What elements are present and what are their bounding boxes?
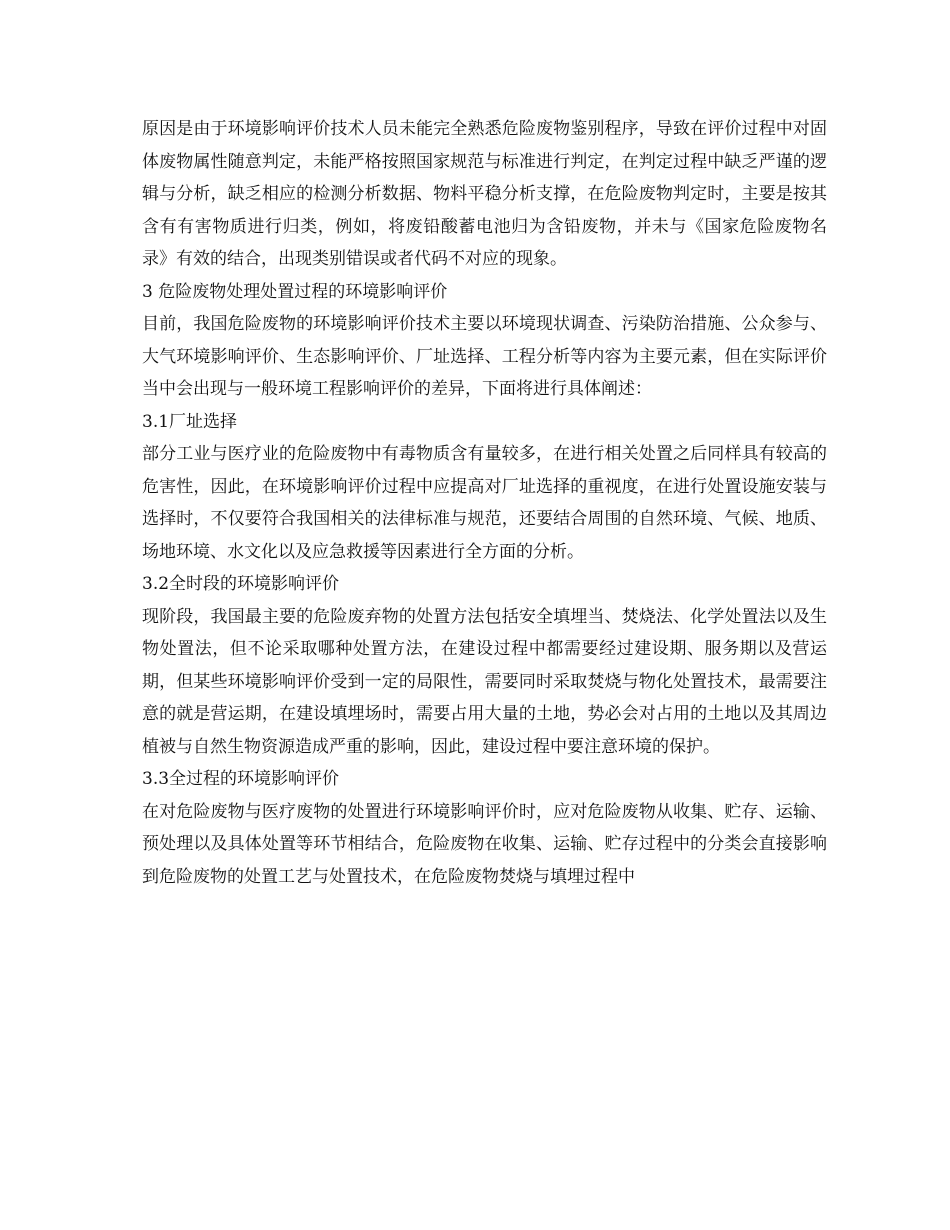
section-heading-3-2: 3.2全时段的环境影响评价 (142, 574, 340, 594)
paragraph-identification-issues: 原因是由于环境影响评价技术人员未能完全熟悉危险废物鉴别程序，导致在评价过程中对固体废物属性随意判定，未能严格按照国家规范与标准进行判定，在判定过程中缺乏严谨的逻辑与分析，缺乏相应的检测分析数据、物料平稳分析支撑，在危险废物判定时，主要是按其含有有害物质进行归类，例如，将废铅酸蓄电池归为含铅废物，并未与《国家危险废物名录》有效的结合，出现类别错误或者代码不对应的现象。 (142, 119, 827, 269)
paragraph-section-3-intro: 目前，我国危险废物的环境影响评价技术主要以环境现状调查、污染防治措施、公众参与、大气环境影响评价、生态影响评价、厂址选择、工程分析等内容为主要元素，但在实际评价当中会出现与一般环境工程影响评价的差异，下面将进行具体阐述： (142, 314, 827, 399)
document-body (142, 113, 827, 893)
section-heading-3-1: 3.1厂址选择 (142, 411, 238, 432)
paragraph-site-selection: 部分工业与医疗业的危险废物中有毒物质含有量较多，在进行相关处置之后同样具有较高的危害性，因此，在环境影响评价过程中应提高对厂址选择的重视度，在进行处置设施安装与选择时，不仅要符合我国相关的法律标准与规范，还要结合周围的自然环境、气候、地质、场地环境、水文化以及应急救援等因素进行全方面的分析。 (142, 444, 827, 562)
section-heading-3: 3 危险废物处理处置过程的环境影响评价 (142, 281, 448, 302)
section-heading-3-3: 3.3全过程的环境影响评价 (142, 769, 340, 789)
paragraph-full-period-assessment: 现阶段，我国最主要的危险废弃物的处置方法包括安全填埋当、焚烧法、化学处置法以及生物处置法，但不论采取哪种处置方法，在建设过程中都需要经过建设期、服务期以及营运期，但某些环境影响评价受到一定的局限性，需要同时采取焚烧与物化处置技术，最需要注意的就是营运期，在建设填埋场时，需要占用大量的土地，势必会对占用的土地以及其周边植被与自然生物资源造成严重的影响，因此，建设过程中要注意环境的保护。 (142, 606, 827, 757)
paragraph-full-process-assessment: 在对危险废物与医疗废物的处置进行环境影响评价时，应对危险废物从收集、贮存、运输、预处理以及具体处置等环节相结合，危险废物在收集、运输、贮存过程中的分类会直接影响到危险废物的处置工艺与处置技术，在危险废物焚烧与填埋过程中 (142, 801, 827, 887)
